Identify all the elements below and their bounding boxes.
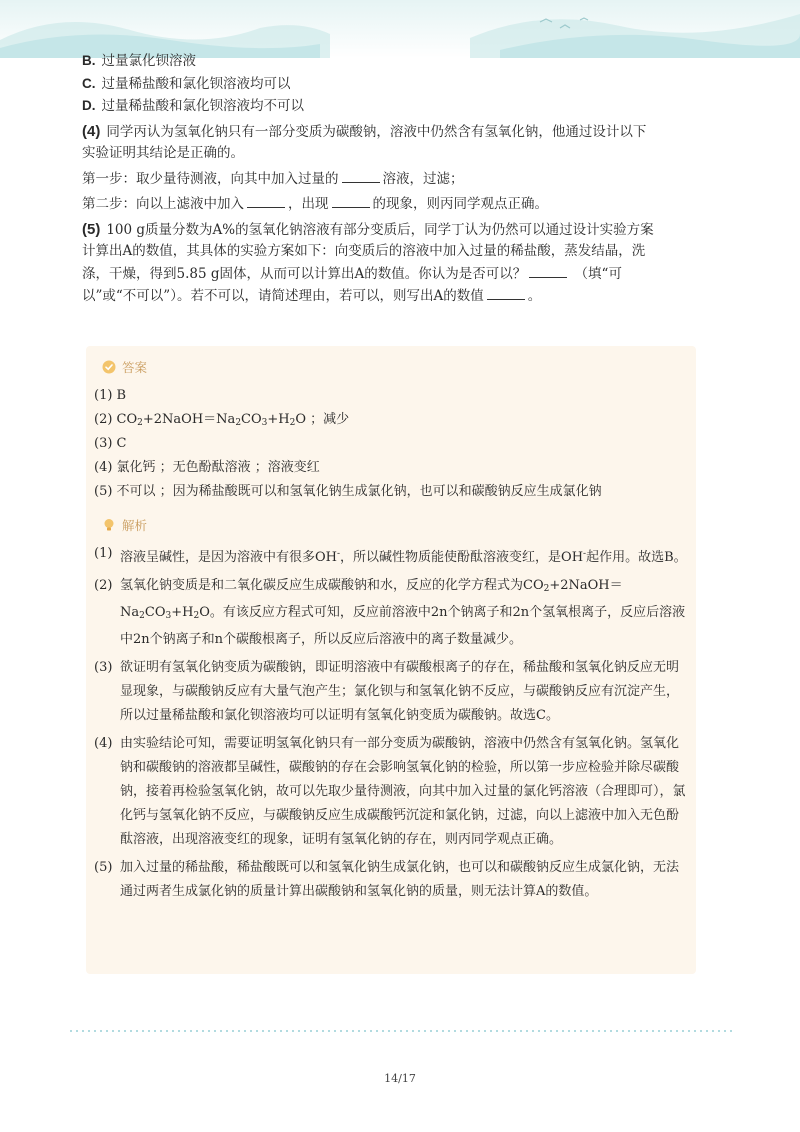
answer-5: (5) 不可以 ；因为稀盐酸既可以和氢氧化钠生成氯化钠，也可以和碳酸钠反应生成氯化钠 bbox=[94, 484, 602, 499]
question-5-line2: 计算出A的数值，其具体的实验方案如下：向变质后的溶液中加入过量的稀盐酸，蒸发结晶，洗 bbox=[82, 243, 646, 259]
question-4-line2: 实验证明其结论是正确的。 bbox=[82, 145, 244, 161]
footer-dotted-divider bbox=[68, 1030, 732, 1032]
option-d: D. 过量稀盐酸和氯化钡溶液均不可以 bbox=[82, 98, 304, 114]
answer-blank bbox=[487, 285, 525, 300]
question-4-step2: 第二步：向以上滤液中加入 ，出现 的现象，则丙同学观点正确。 bbox=[82, 193, 722, 216]
analysis-item-5: (5) 加入过量的稀盐酸，稀盐酸既可以和氢氧化钠生成氯化钠，也可以和碳酸钠反应生成氯化钠，无法通过两者生成氯化钠的质量计算出碳酸钠和氢氧化钠的质量，则无法计算A的数值。 bbox=[94, 860, 680, 899]
question-4: (4) 同学丙认为氢氧化钠只有一部分变质为碳酸钠，溶液中仍然含有氢氧化钠，他通过设计以下 bbox=[82, 122, 647, 140]
page-number: 14/17 bbox=[384, 1072, 416, 1085]
question-5-line3: 涤，干燥，得到5.85 g固体，从而可以计算出A的数值。你认为是否可以？ （填“可 bbox=[82, 263, 722, 286]
analysis-label: 解析 bbox=[102, 516, 147, 534]
question-5-line4: 以”或“不可以”）。若不可以，请简述理由，若可以，则写出A的数值 。 bbox=[82, 285, 722, 308]
analysis-item-3: (3) 欲证明有氢氧化钠变质为碳酸钠，即证明溶液中有碳酸根离子的存在，稀盐酸和氢氧化钠反应无明显现象，与碳酸钠反应有大量气泡产生；氯化钡与和氢氧化钠不反应，与碳酸钠反应有沉淀产生，所以过量稀盐酸和氯化钡溶液均可以证明有氢氧化钠变质为碳酸钠。故选C。 bbox=[94, 660, 680, 723]
answer-4: (4) 氯化钙 ；无色酚酞溶液 ；溶液变红 bbox=[94, 460, 320, 475]
answer-card bbox=[86, 346, 696, 974]
answer-blank bbox=[342, 168, 380, 183]
check-badge-icon bbox=[102, 360, 116, 374]
analysis-item-2: (2) 氢氧化钠变质是和二氧化碳反应生成碳酸钠和水，反应的化学方程式为$CO_2+2NaOH=Na_2CO_3+H_2O$。有该反应方程式可知，反应前溶液中2n个钠离子和2n个氢氧根离子，反应后溶液中2n个钠离子和n个碳酸根离子，所以反应后溶液中的离子数量减少。 bbox=[94, 578, 686, 647]
question-section bbox=[82, 50, 722, 308]
analysis-item-4: (4) 由实验结论可知，需要证明氢氧化钠只有一部分变质为碳酸钠，溶液中仍然含有氢氧化钠。氢氧化钠和碳酸钠的溶液都呈碱性，碳酸钠的存在会影响氢氧化钠的检验，所以第一步应检验并除尽碳酸钠，接着再检验氢氧化钠，故可以先取少量待测液，向其中加入过量的氯化钙溶液（合理即可），氯化钙与氢氧化钠不反应，与碳酸钠反应生成碳酸钙沉淀和氯化钠，过滤，向以上滤液中加入无色酚酞溶液，出现溶液变红的现象，证明有氢氧化钠的存在，则丙同学观点正确。 bbox=[94, 736, 686, 847]
question-4-step1: 第一步：取少量待测液，向其中加入过量的 溶液，过滤； bbox=[82, 168, 722, 191]
question-5: (5) 100 g质量分数为A%的氢氧化钠溶液有部分变质后，同学丁认为仍然可以通过设计实验方案 bbox=[82, 220, 654, 238]
option-b: B. 过量氯化钡溶液 bbox=[82, 53, 196, 69]
answer-3: (3) C bbox=[94, 436, 127, 451]
answer-blank bbox=[247, 193, 285, 208]
analysis-list bbox=[94, 542, 690, 908]
lightbulb-icon bbox=[102, 518, 116, 532]
analysis-item-1: (1) 溶液呈碱性，是因为溶液中有很多OH-，所以碱性物质能使酚酞溶液变红，是OH-起作用。故选B。 bbox=[94, 546, 687, 565]
answer-list bbox=[94, 384, 689, 504]
option-c: C. 过量稀盐酸和氯化钡溶液均可以 bbox=[82, 75, 291, 92]
answer-1: (1) B bbox=[94, 388, 127, 403]
answer-label: 答案 bbox=[102, 358, 147, 376]
answer-2: (2) $CO_2+2NaOH=Na_2CO_3+H_2O$ ；减少 bbox=[94, 412, 350, 428]
answer-blank bbox=[529, 263, 567, 278]
answer-blank bbox=[332, 193, 370, 208]
